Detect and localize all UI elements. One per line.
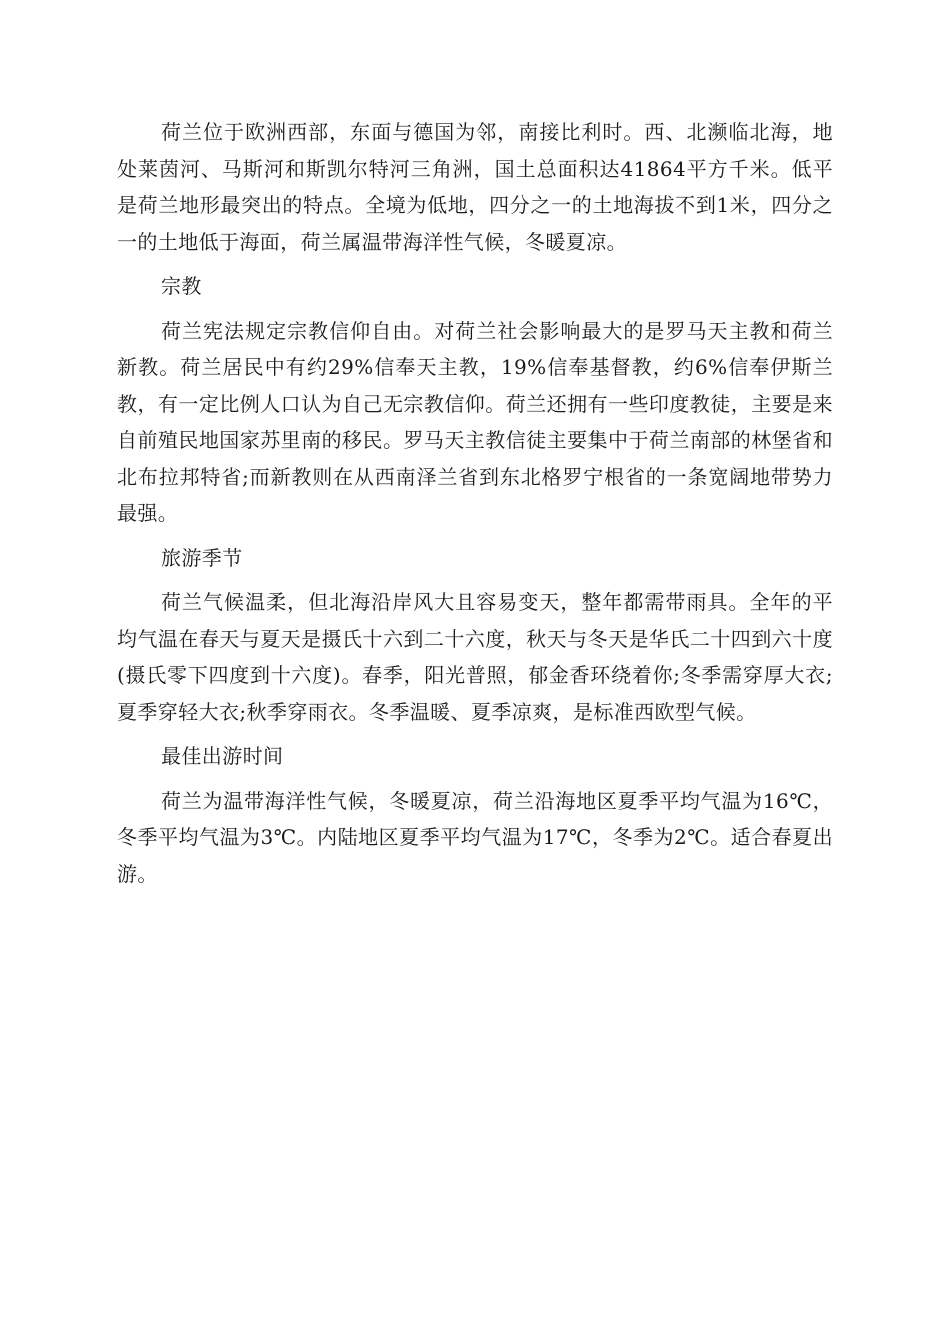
heading-religion: 宗教 (161, 274, 202, 298)
heading-best-travel-time: 最佳出游时间 (161, 744, 284, 768)
paragraph-geography: 荷兰位于欧洲西部，东面与德国为邻，南接比利时。西、北濒临北海，地处莱茵河、马斯河和斯凯尔特河三角洲，国土总面积达41864平方千米。低平是荷兰地形最突出的特点。全境为低地，四分之一的土地海拔不到1米，四分之一的土地低于海面，荷兰属温带海洋性气候，冬暖夏凉。 (117, 120, 833, 254)
paragraph-religion: 荷兰宪法规定宗教信仰自由。对荷兰社会影响最大的是罗马天主教和荷兰新教。荷兰居民中有约29%信奉天主教，19%信奉基督教，约6%信奉伊斯兰教，有一定比例人口认为自己无宗教信仰。荷兰还拥有一些印度教徒，主要是来自前殖民地国家苏里南的移民。罗马天主教信徒主要集中于荷兰南部的林堡省和北布拉邦特省;而新教则在从西南泽兰省到东北格罗宁根省的一条宽阔地带势力最强。 (117, 318, 833, 525)
paragraph-best-travel-time: 荷兰为温带海洋性气候，冬暖夏凉，荷兰沿海地区夏季平均气温为16℃，冬季平均气温为3℃。内陆地区夏季平均气温为17℃，冬季为2℃。适合春夏出游。 (117, 788, 833, 886)
paragraph-travel-season: 荷兰气候温柔，但北海沿岸风大且容易变天，整年都需带雨具。全年的平均气温在春天与夏天是摄氏十六到二十六度，秋天与冬天是华氏二十四到六十度(摄氏零下四度到十六度)。春季，阳光普照，郁金香环绕着你;冬季需穿厚大衣;夏季穿轻大衣;秋季穿雨衣。冬季温暖、夏季凉爽，是标准西欧型气候。 (117, 590, 833, 724)
heading-travel-season: 旅游季节 (161, 545, 243, 570)
document-body (117, 114, 833, 892)
